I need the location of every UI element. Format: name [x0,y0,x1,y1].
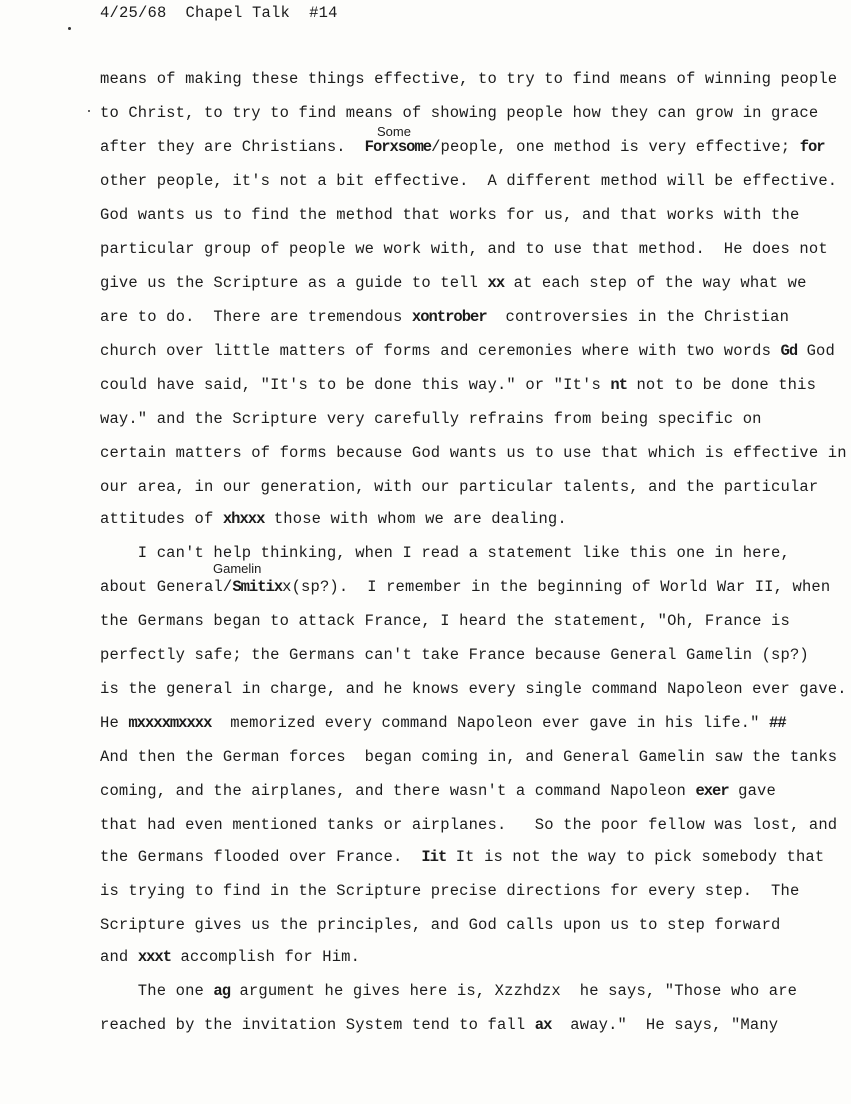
line-text: and [100,948,138,966]
line-text: means of making these things effective, to try to find means of winning people [100,70,838,88]
line-text: way." and the Scripture very carefully refrains from being specific on [100,410,762,428]
line-text: perfectly safe; the Germans can't take France because General Gamelin (sp?) [100,646,809,664]
line-text: He [100,714,129,732]
text-line [100,680,847,698]
handwritten-insertion-gamelin: Gamelin [213,561,262,576]
struck-out-text: mxxxxmxxxx [128,714,212,732]
line-text: are to do. There are tremendous [100,308,412,326]
struck-out-text: exer [695,782,729,800]
struck-out-text: xhxxx [222,510,265,528]
struck-out-text: xxxt [137,948,172,966]
struck-out-text: ax [534,1016,552,1034]
line-text: accomplish for Him. [171,948,361,966]
header-date: 4/25/68 [100,4,167,22]
text-line [100,1016,778,1034]
ink-speck [88,110,90,112]
text-line [100,138,825,156]
text-line [100,410,762,428]
struck-out-text: ag [213,982,231,1000]
text-line [100,646,809,664]
line-text: I can't help thinking, when I read a statement like this one in here, [100,544,790,562]
text-line [100,882,799,900]
line-text: not to be done this [627,376,817,394]
text-line [100,104,818,122]
line-text: other people, it's not a bit effective. A different method will be effective. [100,172,838,190]
struck-out-text: ## [769,714,786,732]
line-text: The one [100,982,214,1000]
line-text: that had even mentioned tanks or airplanes. So the poor fellow was lost, and [100,816,838,834]
line-text: is trying to find in the Scripture precise directions for every step. The [100,882,800,900]
text-line [100,274,807,292]
line-text: coming, and the airplanes, and there wasn't a command Napoleon [100,782,696,800]
line-text: particular group of people we work with, and to use that method. He does not [100,240,828,258]
text-line [100,478,818,496]
line-text: gave [728,782,776,800]
struck-out-text: nt [610,376,627,394]
line-text: It is not the way to pick somebody that [446,848,825,866]
struck-out-text: xontrober [411,308,487,326]
text-line [100,782,776,800]
struck-out-text: Iit [421,848,447,866]
text-line [100,376,816,394]
text-line [100,982,797,1000]
line-text: certain matters of forms because God wants us to use that which is effective in [100,444,847,462]
line-text: the Germans flooded over France. [100,848,422,866]
struck-out-text: Smitix [232,578,283,596]
text-line [100,612,790,630]
text-line [100,510,567,528]
text-line [100,816,837,834]
line-text: church over little matters of forms and ceremonies where with two words [100,342,781,360]
header-number: #14 [309,4,338,22]
line-text: attitudes of [100,510,223,528]
text-line [100,342,835,360]
line-text: our area, in our generation, with our particular talents, and the particular [100,478,819,496]
line-text: at each step of the way what we [504,274,807,292]
line-text: /people, one method is very effective; [431,138,800,156]
line-text: God [797,342,835,360]
header-title: Chapel Talk [185,4,291,22]
line-text: to Christ, to try to find means of showing people how they can grow in grace [100,104,819,122]
text-line [100,444,847,462]
line-text: give us the Scripture as a guide to tell [100,274,488,292]
text-line [100,544,790,562]
line-text: reached by the invitation System tend to fall [100,1016,535,1034]
text-line [100,240,828,258]
struck-out-text: xx [487,274,505,292]
line-text: the Germans began to attack France, I heard the statement, "Oh, France is [100,612,790,630]
text-line [100,848,824,866]
text-line [100,206,799,224]
page-header [100,4,338,22]
text-line [100,714,786,732]
text-line [100,308,789,326]
text-line [100,916,781,934]
struck-out-text: for [799,138,825,156]
line-text: could have said, "It's to be done this way." or "It's [100,376,611,394]
line-text: about General/ [100,578,233,596]
struck-out-text: Gd [780,342,798,360]
line-text: controversies in the Christian [486,308,790,326]
text-line [100,578,830,596]
line-text: away." He says, "Many [551,1016,779,1034]
line-text: argument he gives here is, Xzzhdzx he says, "Those who are [230,982,798,1000]
text-line [100,172,837,190]
line-text: after they are Christians. [100,138,365,156]
line-text: x(sp?). I remember in the beginning of World War II, when [282,578,831,596]
handwritten-insertion-some: Some [377,124,411,139]
text-line [100,948,360,966]
line-text: Scripture gives us the principles, and God calls upon us to step forward [100,916,781,934]
line-text: memorized every command Napoleon ever gave in his life." [211,714,770,732]
text-line [100,70,837,88]
line-text: is the general in charge, and he knows every single command Napoleon ever gave. [100,680,847,698]
line-text: God wants us to find the method that works for us, and that works with the [100,206,800,224]
ink-speck [68,27,71,30]
line-text: And then the German forces began coming in, and General Gamelin saw the tanks [100,748,838,766]
struck-out-text: Forxsome [364,138,432,156]
line-text: those with whom we are dealing. [264,510,567,528]
text-line [100,748,837,766]
